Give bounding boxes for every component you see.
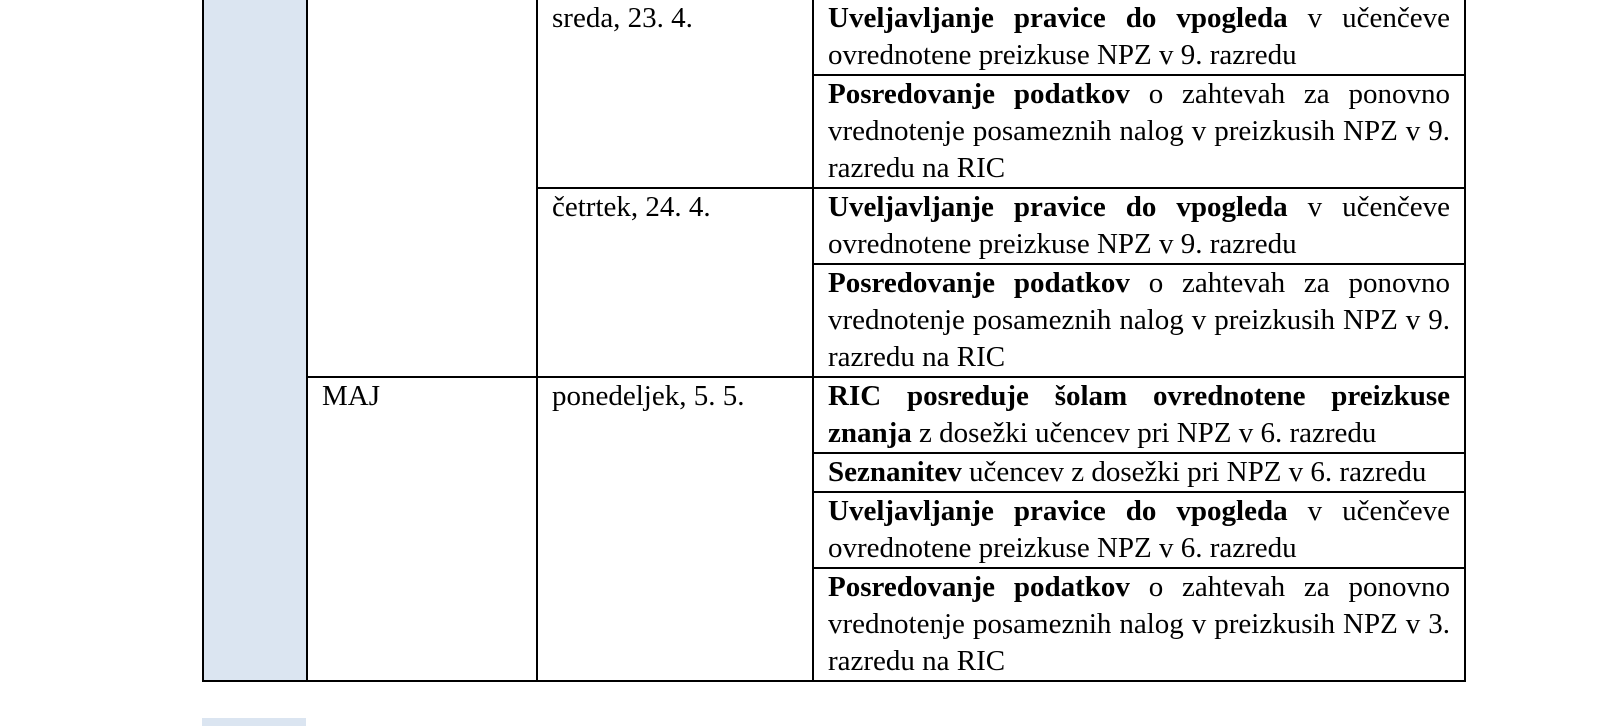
activity-cell — [813, 0, 1465, 75]
schedule-table — [202, 0, 1466, 682]
activity-cell — [813, 492, 1465, 568]
activity-title: Posredovanje podatkov — [828, 571, 1130, 603]
activity-text: o zahtevah za ponovno vrednotenje posameznih nalog v preizkusih NPZ v 3. razredu na RIC — [828, 571, 1450, 677]
activity-text: o zahtevah za ponovno vrednotenje posameznih nalog v preizkusih NPZ v 9. razredu na RIC — [828, 78, 1450, 184]
activity-text: v učenčeve ovrednotene preizkuse NPZ v 6. razredu — [828, 495, 1451, 564]
month-cell: MAJ — [307, 377, 537, 681]
side-column — [203, 0, 307, 681]
activity-cell — [813, 264, 1465, 377]
activity-text: v učenčeve ovrednotene preizkuse NPZ v 9. razredu — [828, 2, 1451, 71]
side-column-continuation — [202, 718, 306, 726]
month-cell — [307, 0, 537, 377]
activity-text: učencev z dosežki pri NPZ v 6. razredu — [961, 456, 1427, 488]
activity-cell — [813, 188, 1465, 264]
activity-text: z dosežki učencev pri NPZ v 6. razredu — [911, 417, 1377, 449]
date-cell: sreda, 23. 4. — [537, 0, 813, 188]
activity-cell — [813, 75, 1465, 188]
activity-title: Seznanitev — [828, 456, 962, 488]
date-cell: četrtek, 24. 4. — [537, 188, 813, 377]
activity-title: Uveljavljanje pravice do vpogleda — [828, 2, 1288, 34]
activity-title: Posredovanje podatkov — [828, 78, 1130, 110]
activity-title: Uveljavljanje pravice do vpogleda — [828, 191, 1288, 223]
activity-cell — [813, 453, 1465, 492]
table-row — [203, 377, 1465, 453]
table-row — [203, 0, 1465, 75]
activity-title: RIC posreduje šolam ovrednotene preizkuse znanja — [828, 380, 1450, 449]
activity-title: Uveljavljanje pravice do vpogleda — [828, 495, 1288, 527]
activity-text: v učenčeve ovrednotene preizkuse NPZ v 9. razredu — [828, 191, 1451, 260]
activity-text: o zahtevah za ponovno vrednotenje posameznih nalog v preizkusih NPZ v 9. razredu na RIC — [828, 267, 1450, 373]
date-cell: ponedeljek, 5. 5. — [537, 377, 813, 681]
activity-cell — [813, 377, 1465, 453]
activity-cell — [813, 568, 1465, 681]
activity-title: Posredovanje podatkov — [828, 267, 1130, 299]
